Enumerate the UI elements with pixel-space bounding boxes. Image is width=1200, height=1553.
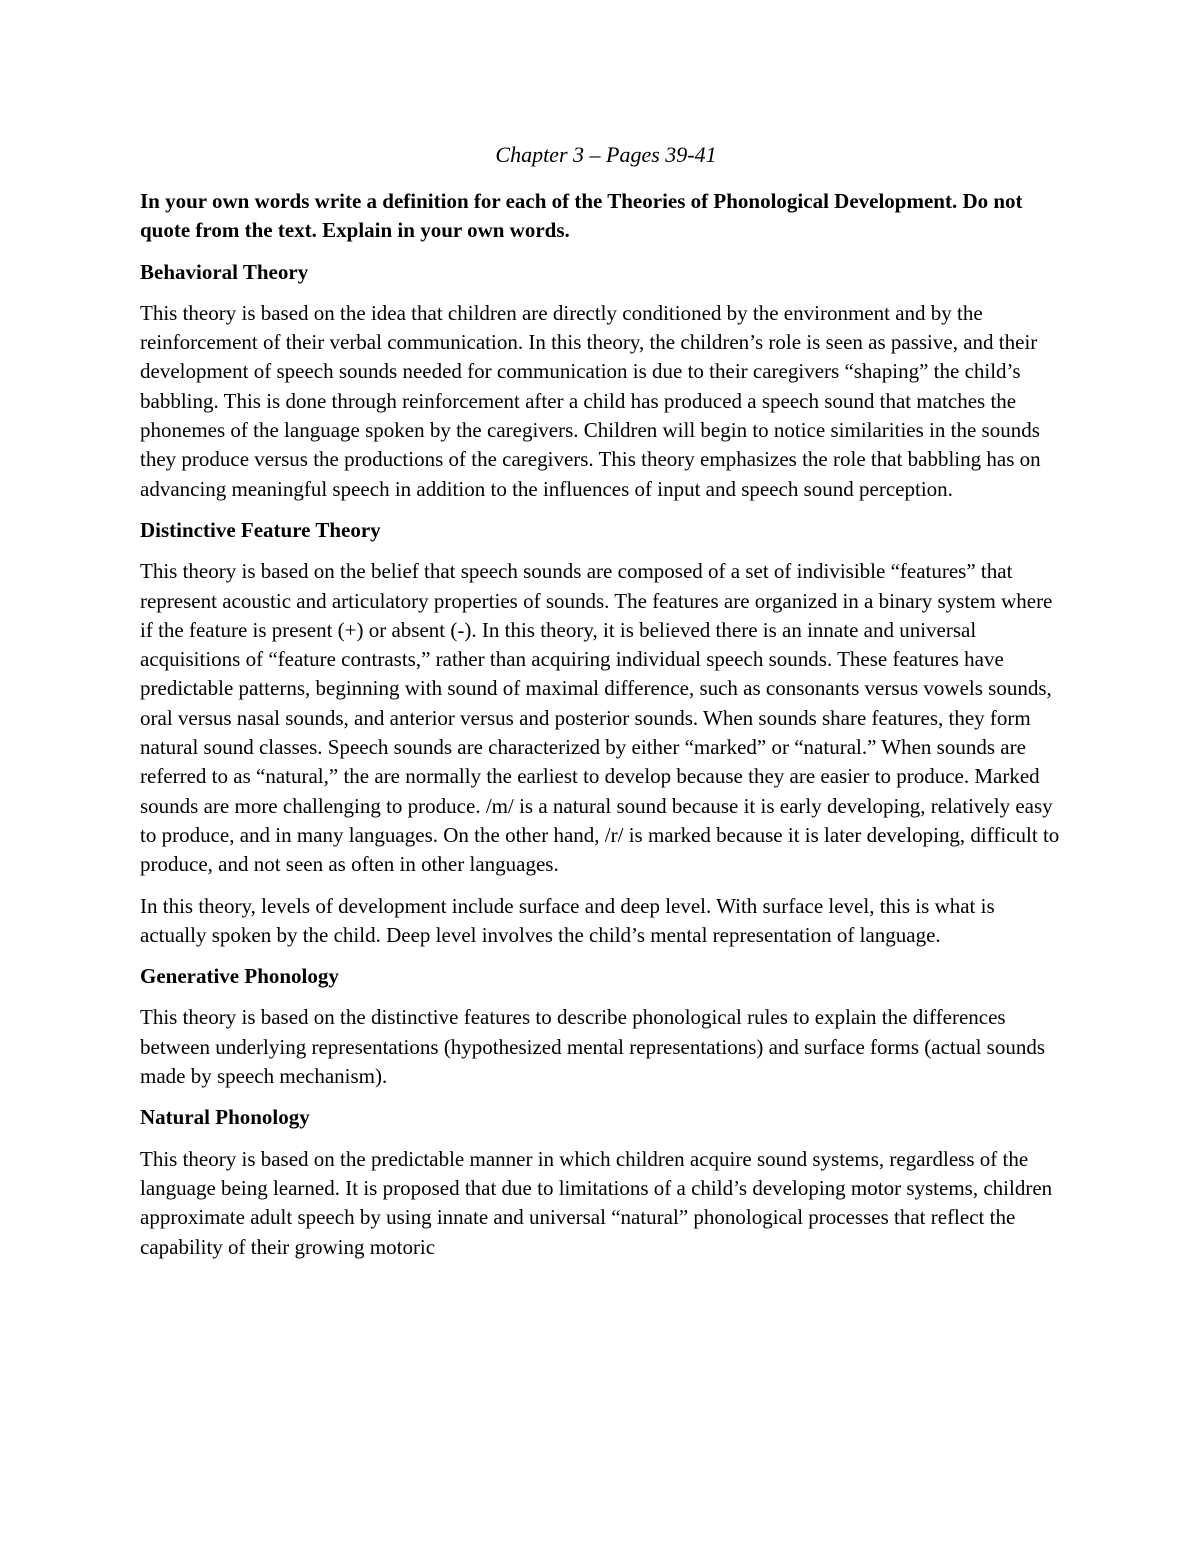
section-natural-phonology (140, 1103, 1060, 1261)
section-heading: Natural Phonology (140, 1105, 310, 1130)
page-title: Chapter 3 – Pages 39-41 (495, 142, 717, 167)
section-distinctive-feature-theory (140, 516, 1060, 950)
section-paragraph: This theory is based on the belief that speech sounds are composed of a set of indivisible “features” that represent acoustic and articulatory properties of sounds. The features are organized in a binary system where if the feature is present (+) or absent (-). In this theory, it is believed there is an innate and universal acquisitions of “feature contrasts,” rather than acquiring individual speech sounds. These features have predictable patterns, beginning with sound of maximal difference, such as consonants versus vowels sounds, oral versus nasal sounds, and anterior versus and posterior sounds. When sounds share features, they form natural sound classes. Speech sounds are characterized by either “marked” or “natural.” When sounds are referred to as “natural,” the are normally the earliest to develop because they are easier to produce. Marked sounds are more challenging to produce. /m/ is a natural sound because it is early developing, relatively easy to produce, and in many languages. On the other hand, /r/ is marked because it is later developing, difficult to produce, and not seen as often in other languages. (140, 559, 1060, 877)
assignment-instructions: In your own words write a definition for each of the Theories of Phonological Development. Do not quote from the text. Explain in your own words. (140, 189, 1023, 243)
section-heading: Distinctive Feature Theory (140, 517, 381, 542)
section-behavioral-theory (140, 258, 1060, 504)
section-paragraph: This theory is based on the distinctive features to describe phonological rules to explain the differences between underlying representations (hypothesized mental representations) and surface forms (actual sounds made by speech mechanism). (140, 1005, 1046, 1089)
page-content (140, 140, 1060, 1274)
section-heading: Generative Phonology (140, 964, 339, 989)
section-generative-phonology (140, 962, 1060, 1091)
section-heading: Behavioral Theory (140, 259, 309, 284)
section-paragraph: This theory is based on the idea that children are directly conditioned by the environment and by the reinforcement of their verbal communication. In this theory, the children’s role is seen as passive, and their development of speech sounds needed for communication is due to their caregivers “shaping” the child’s babbling. This is done through reinforcement after a child has produced a speech sound that matches the phonemes of the language spoken by the caregivers. Children will begin to notice similarities in the sounds they produce versus the productions of the caregivers. This theory emphasizes the role that babbling has on advancing meaningful speech in addition to the influences of input and speech sound perception. (140, 300, 1041, 501)
section-paragraph: This theory is based on the predictable manner in which children acquire sound systems, regardless of the language being learned. It is proposed that due to limitations of a child’s developing motor systems, children approximate adult speech by using innate and universal “natural” phonological processes that reflect the capability of their growing motoric (140, 1146, 1053, 1259)
section-paragraph: In this theory, levels of development include surface and deep level. With surface level, this is what is actually spoken by the child. Deep level involves the child’s mental representation of language. (140, 893, 995, 947)
